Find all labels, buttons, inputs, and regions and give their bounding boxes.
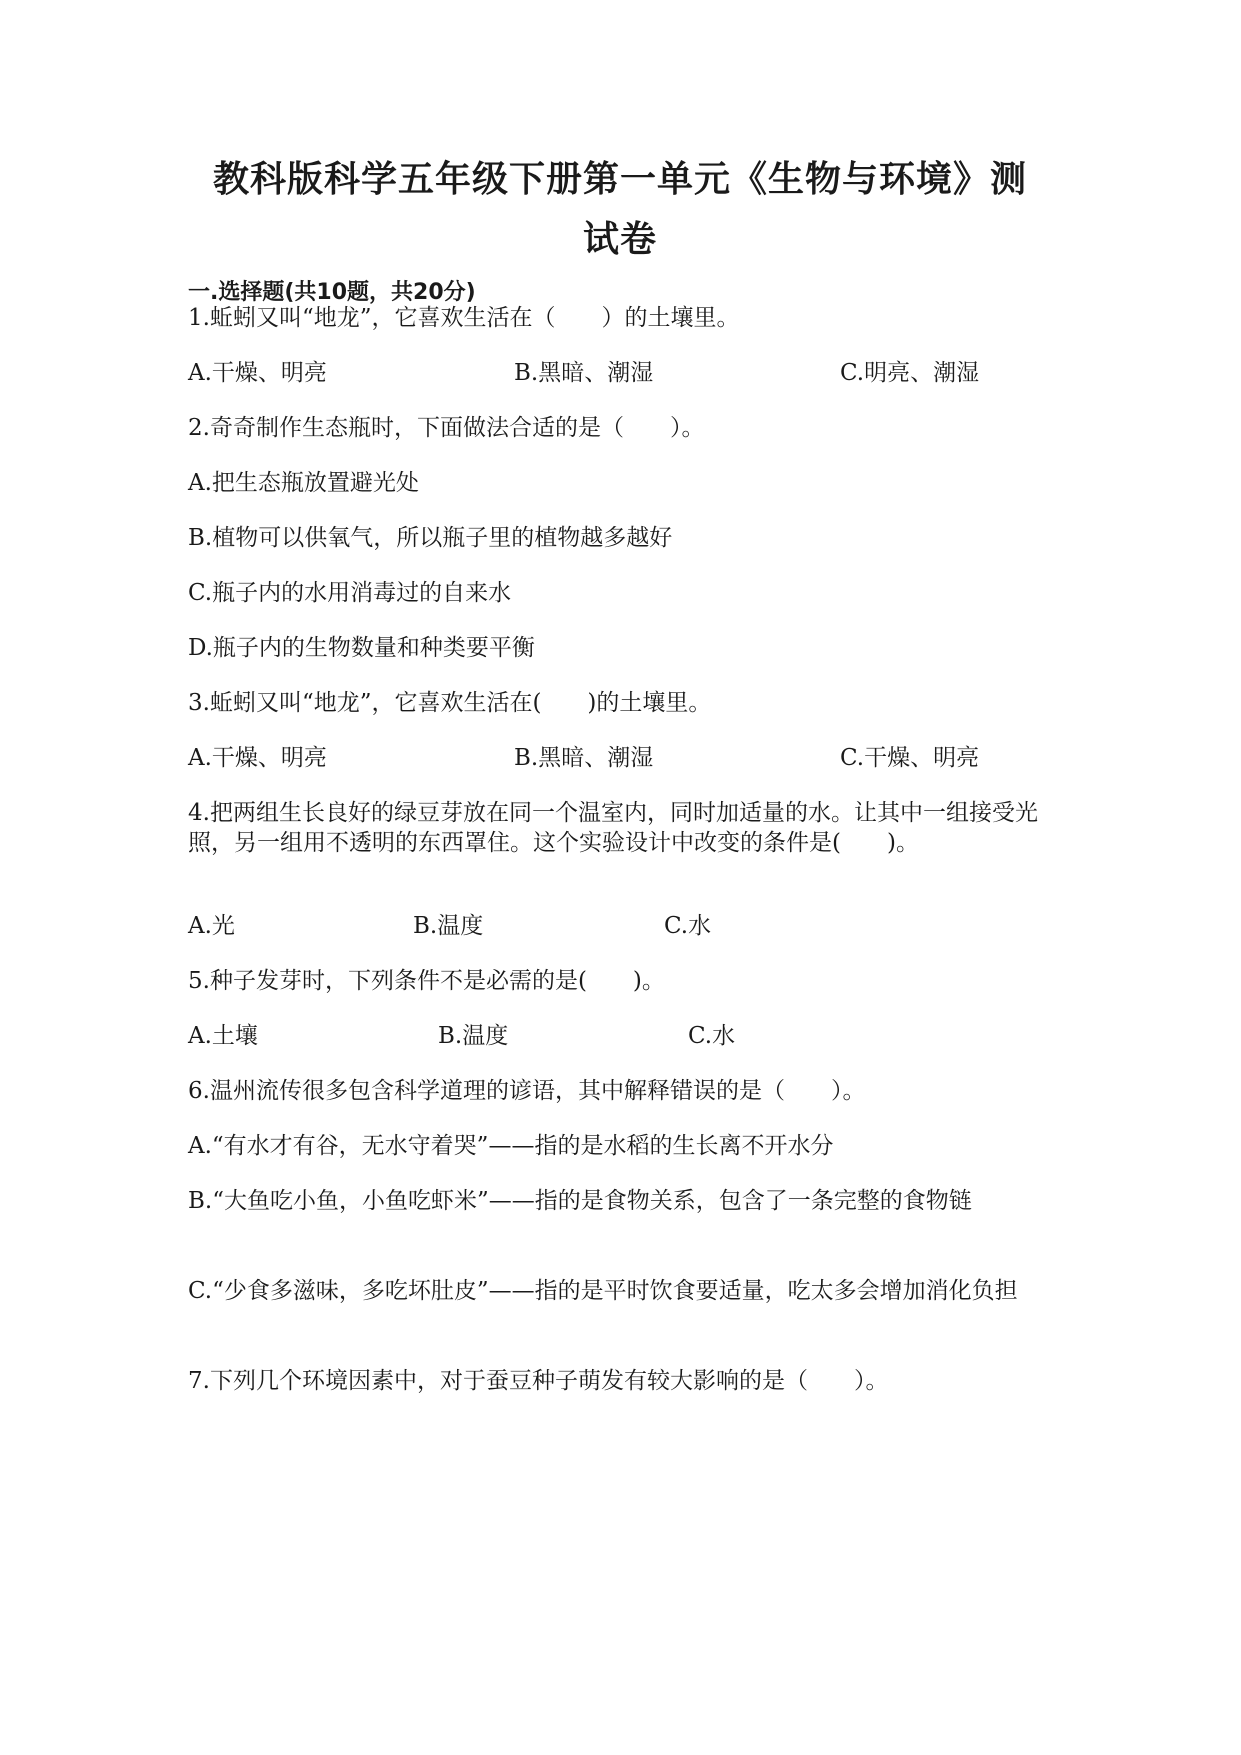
question-5-option-c: C.水	[688, 1023, 736, 1049]
title-line-2: 试卷	[582, 219, 657, 260]
question-4-option-b: B.温度	[413, 913, 484, 939]
question-6-option-a: A.“有水才有谷，无水守着哭”——指的是水稻的生长离不开水分	[188, 1133, 834, 1159]
question-4-option-a: A.光	[188, 913, 235, 939]
question-3-option-c: C.干燥、明亮	[840, 745, 980, 771]
question-2-option-d: D.瓶子内的生物数量和种类要平衡	[188, 635, 535, 661]
question-1-option-b: B.黑暗、潮湿	[514, 360, 654, 386]
question-4-stem: 4.把两组生长良好的绿豆芽放在同一个温室内，同时加适量的水。让其中一组接受光照，另一组用不透明的东西罩住。这个实验设计中改变的条件是( )。	[188, 800, 1038, 856]
question-1-option-c: C.明亮、潮湿	[840, 360, 980, 386]
question-1-stem: 1.蚯蚓又叫“地龙”，它喜欢生活在（ ）的土壤里。	[188, 305, 740, 331]
question-1-option-a: A.干燥、明亮	[188, 360, 327, 386]
question-2-option-b: B.植物可以供氧气，所以瓶子里的植物越多越好	[188, 525, 673, 551]
title-line-1: 教科版科学五年级下册第一单元《生物与环境》测	[212, 159, 1027, 200]
question-6-stem: 6.温州流传很多包含科学道理的谚语，其中解释错误的是（ ）。	[188, 1078, 866, 1104]
question-5-stem: 5.种子发芽时，下列条件不是必需的是( )。	[188, 968, 665, 994]
question-2-option-c: C.瓶子内的水用消毒过的自来水	[188, 580, 512, 606]
question-5-option-a: A.土壤	[188, 1023, 258, 1049]
question-2-stem: 2.奇奇制作生态瓶时，下面做法合适的是（ ）。	[188, 415, 705, 441]
question-2-option-a: A.把生态瓶放置避光处	[188, 470, 419, 496]
question-3-option-b: B.黑暗、潮湿	[514, 745, 654, 771]
question-4-options	[188, 911, 1048, 941]
question-6-option-b: B.“大鱼吃小鱼，小鱼吃虾米”——指的是食物关系，包含了一条完整的食物链	[188, 1188, 972, 1214]
question-5-options	[188, 1021, 1048, 1051]
question-1-options	[188, 358, 1048, 388]
question-3-stem: 3.蚯蚓又叫“地龙”，它喜欢生活在( )的土壤里。	[188, 690, 712, 716]
question-3-options	[188, 743, 1048, 773]
page-title	[180, 150, 1060, 270]
question-3-option-a: A.干燥、明亮	[188, 745, 327, 771]
section-heading: 一.选择题(共10题，共20分)	[188, 280, 476, 305]
question-4-option-c: C.水	[664, 913, 712, 939]
question-5-option-b: B.温度	[438, 1023, 509, 1049]
question-7-stem: 7.下列几个环境因素中，对于蚕豆种子萌发有较大影响的是（ ）。	[188, 1368, 889, 1394]
question-6-option-c: C.“少食多滋味，多吃坏肚皮”——指的是平时饮食要适量，吃太多会增加消化负担	[188, 1278, 1018, 1304]
